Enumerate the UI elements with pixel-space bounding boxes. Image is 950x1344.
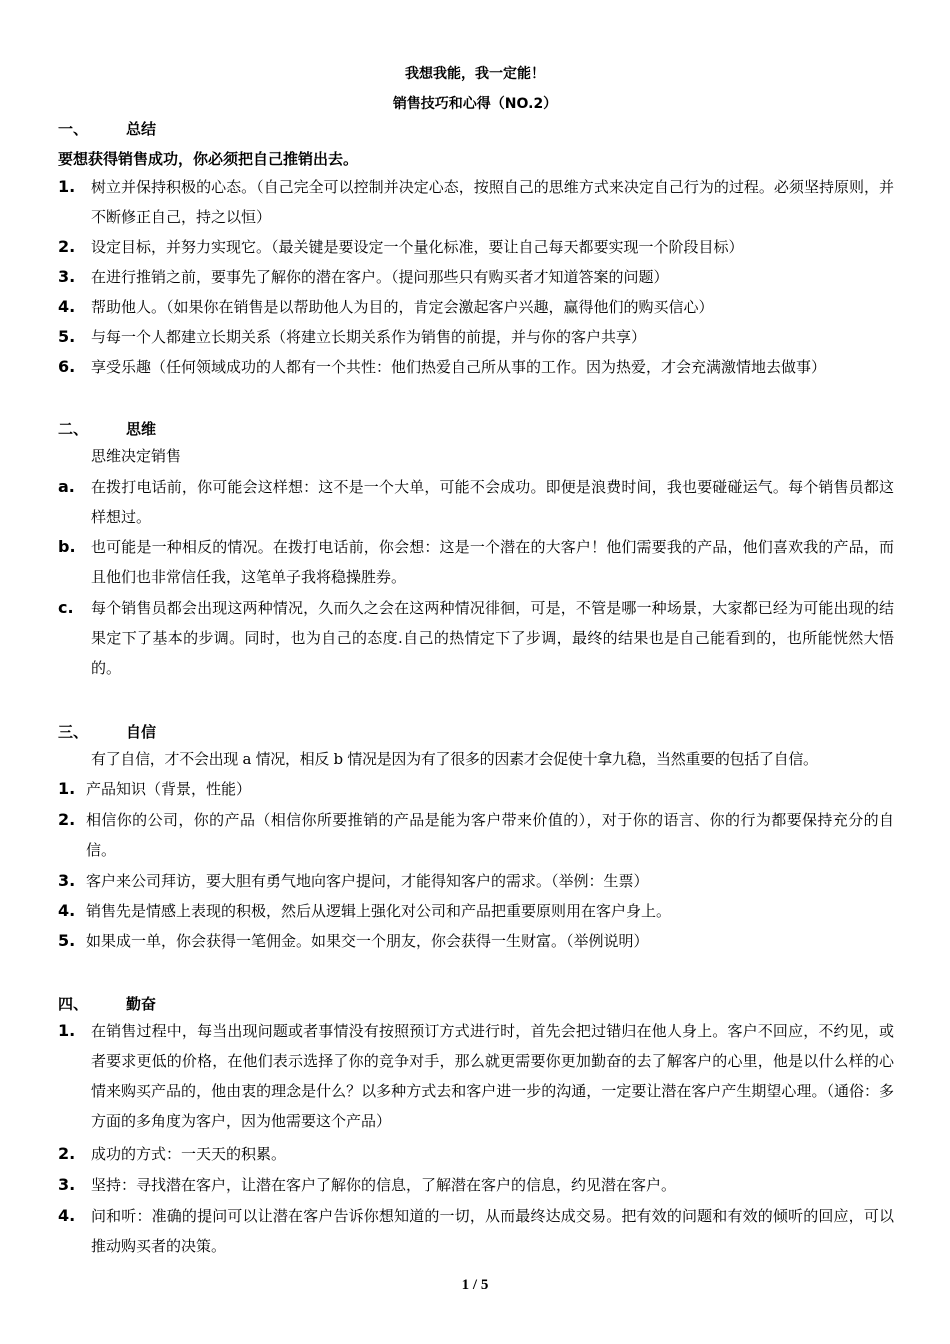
list-item bbox=[58, 232, 894, 262]
item-text: 在拨打电话前，你可能会这样想：这不是一个大单，可能不会成功。即便是浪费时间，我也要碰碰运气。每个销售员都这样想过。 bbox=[91, 478, 894, 526]
section-number: 一、 bbox=[58, 120, 89, 138]
section-number: 四、 bbox=[58, 995, 89, 1013]
section-title: 总结 bbox=[126, 120, 157, 138]
section-title: 勤奋 bbox=[126, 995, 157, 1013]
item-marker: 6. bbox=[58, 357, 76, 376]
list-item bbox=[58, 1201, 894, 1261]
item-marker: 4. bbox=[58, 1206, 76, 1225]
list-item bbox=[58, 262, 894, 292]
item-text: 相信你的公司，你的产品（相信你所要推销的产品是能为客户带来价值的），对于你的语言、你的行为都要保持充分的自信。 bbox=[86, 811, 894, 859]
item-marker: 1. bbox=[58, 1021, 76, 1040]
list-item bbox=[58, 774, 894, 804]
list-item bbox=[58, 593, 894, 683]
item-text: 帮助他人。（如果你在销售是以帮助他人为目的，肯定会激起客户兴趣，赢得他们的购买信心） bbox=[91, 298, 714, 316]
item-marker: 1. bbox=[58, 177, 76, 196]
item-text: 在销售过程中，每当出现问题或者事情没有按照预订方式进行时，首先会把过错归在他人身上。客户不回应，不约见，或者要求更低的价格，在他们表示选择了你的竞争对手，那么就更需要你更加勤奋的去了解客户的心里，他是以什么样的心情来购买产品的，他由衷的理念是什么？以多种方式去和客户进一步的沟通，一定要让潜在客户产生期望心理。（通俗：多方面的多角度为客户，因为他需要这个产品） bbox=[91, 1022, 894, 1130]
item-marker: c. bbox=[58, 598, 74, 617]
list-item bbox=[58, 866, 894, 896]
item-text: 客户来公司拜访，要大胆有勇气地向客户提问，才能得知客户的需求。（举例：生票） bbox=[86, 872, 649, 890]
item-marker: 3. bbox=[58, 267, 76, 286]
list-item bbox=[58, 352, 894, 382]
item-marker: a. bbox=[58, 477, 75, 496]
item-marker: 3. bbox=[58, 871, 76, 890]
item-text: 与每一个人都建立长期关系（将建立长期关系作为销售的前提，并与你的客户共享） bbox=[91, 328, 647, 346]
item-text: 设定目标，并努力实现它。（最关键是要设定一个量化标准，要让自己每天都要实现一个阶段目标） bbox=[91, 238, 744, 256]
item-marker: 5. bbox=[58, 931, 76, 950]
page-subtitle: 销售技巧和心得（NO.2） bbox=[392, 96, 558, 112]
item-marker: 4. bbox=[58, 901, 76, 920]
item-marker: 5. bbox=[58, 327, 76, 346]
list-item bbox=[58, 926, 894, 956]
section-title: 思维 bbox=[126, 420, 157, 438]
section-heading bbox=[58, 118, 156, 139]
section-number: 二、 bbox=[58, 420, 89, 438]
item-text: 享受乐趣（任何领域成功的人都有一个共性：他们热爱自己所从事的工作。因为热爱，才会充满激情地去做事） bbox=[91, 358, 827, 376]
item-text: 每个销售员都会出现这两种情况，久而久之会在这两种情况徘徊，可是，不管是哪一种场景，大家都已经为可能出现的结果定下了基本的步调。同时，也为自己的态度.自己的热情定下了步调，最终的结果也是自己能看到的，也所能恍然大悟的。 bbox=[91, 599, 894, 677]
item-marker: 1. bbox=[58, 779, 76, 798]
item-marker: 2. bbox=[58, 1144, 76, 1163]
item-text: 如果成一单，你会获得一笔佣金。如果交一个朋友，你会获得一生财富。（举例说明） bbox=[86, 932, 649, 950]
list-item bbox=[58, 896, 894, 926]
list-item bbox=[58, 472, 894, 532]
list-item bbox=[58, 322, 894, 352]
item-text: 成功的方式：一天天的积累。 bbox=[91, 1145, 287, 1163]
page-number: 1 / 5 bbox=[461, 1277, 489, 1293]
section-intro: 思维决定销售 bbox=[91, 447, 182, 465]
list-item bbox=[58, 172, 894, 232]
item-marker: 4. bbox=[58, 297, 76, 316]
item-text: 产品知识（背景，性能） bbox=[86, 780, 252, 798]
item-marker: 3. bbox=[58, 1175, 76, 1194]
section-intro: 有了自信，才不会出现 a 情况，相反 b 情况是因为有了很多的因素才会促使十拿九稳，当然重要的包括了自信。 bbox=[91, 750, 818, 768]
item-marker: 2. bbox=[58, 237, 76, 256]
list-item bbox=[58, 532, 894, 592]
item-text: 也可能是一种相反的情况。在拨打电话前，你会想：这是一个潜在的大客户！他们需要我的产品，他们喜欢我的产品，而且他们也非常信任我，这笔单子我将稳操胜券。 bbox=[91, 538, 894, 586]
section-title: 自信 bbox=[126, 723, 157, 741]
item-text: 坚持：寻找潜在客户，让潜在客户了解你的信息，了解潜在客户的信息，约见潜在客户。 bbox=[91, 1176, 677, 1194]
page-title: 我想我能，我一定能！ bbox=[405, 66, 545, 82]
item-text: 树立并保持积极的心态。（自己完全可以控制并决定心态，按照自己的思维方式来决定自己行为的过程。必须坚持原则，并不断修正自己，持之以恒） bbox=[91, 178, 894, 226]
section-heading bbox=[58, 993, 156, 1014]
section-heading bbox=[58, 721, 156, 742]
list-item bbox=[58, 1016, 894, 1136]
section-heading bbox=[58, 418, 156, 439]
section-lead: 要想获得销售成功，你必须把自己推销出去。 bbox=[58, 150, 359, 168]
list-item bbox=[58, 805, 894, 865]
list-item bbox=[58, 1139, 894, 1169]
item-marker: 2. bbox=[58, 810, 76, 829]
item-text: 在进行推销之前，要事先了解你的潜在客户。（提问那些只有购买者才知道答案的问题） bbox=[91, 268, 669, 286]
section-number: 三、 bbox=[58, 723, 89, 741]
item-text: 销售先是情感上表现的积极，然后从逻辑上强化对公司和产品把重要原则用在客户身上。 bbox=[86, 902, 672, 920]
list-item bbox=[58, 1170, 894, 1200]
list-item bbox=[58, 292, 894, 322]
item-text: 问和听：准确的提问可以让潜在客户告诉你想知道的一切，从而最终达成交易。把有效的问题和有效的倾听的回应，可以推动购买者的决策。 bbox=[91, 1207, 894, 1255]
item-marker: b. bbox=[58, 537, 76, 556]
